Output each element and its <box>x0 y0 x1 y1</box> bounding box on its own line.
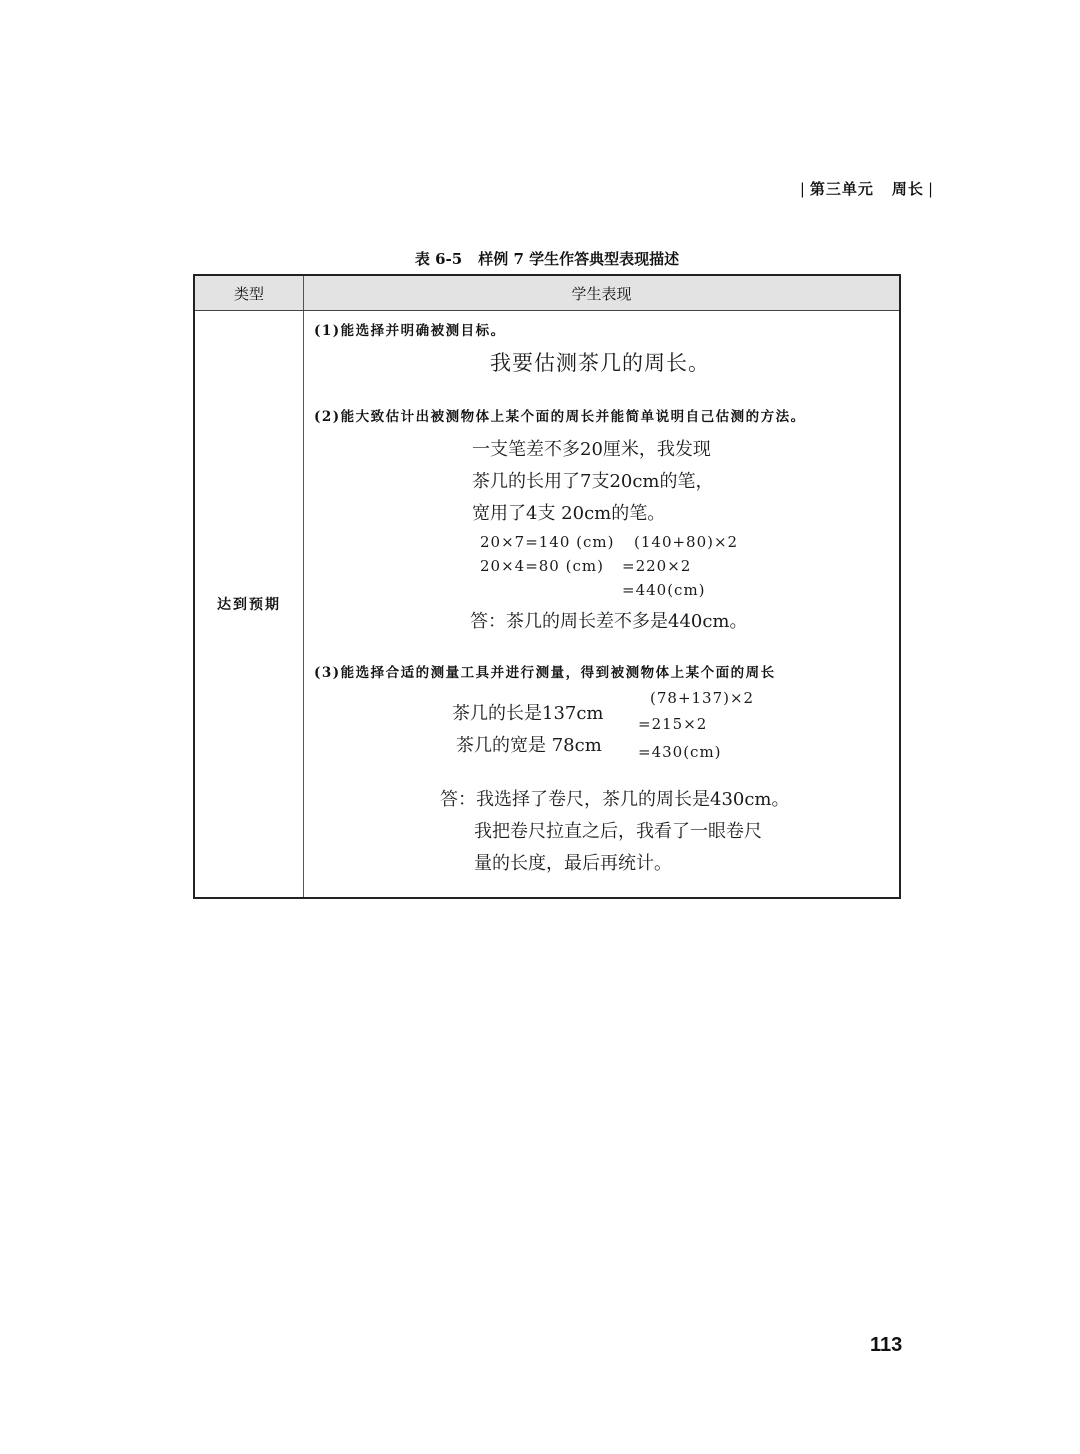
handwritten-calc: 20×4=80 (cm) <box>480 557 604 575</box>
table-title: 样例 7 学生作答典型表现描述 <box>478 250 680 268</box>
handwritten-line: 一支笔差不多20厘米，我发现 <box>472 439 711 460</box>
handwritten-calc: (78+137)×2 <box>650 689 755 707</box>
criterion-1-label: (1)能选择并明确被测目标。 <box>314 323 506 339</box>
handwritten-line: 茶几的宽是 78cm <box>456 735 602 756</box>
handwritten-calc: =215×2 <box>638 715 708 733</box>
header-topic: 周长 <box>891 180 924 198</box>
header-unit: 第三单元 <box>809 180 874 198</box>
handwritten-calc: (140+80)×2 <box>634 533 739 551</box>
handwritten-calc: =430(cm) <box>638 743 722 761</box>
running-header <box>796 178 938 199</box>
header-divider: | <box>927 180 934 198</box>
performance-table <box>193 274 901 899</box>
handwritten-conclusion: 我把卷尺拉直之后，我看了一眼卷尺 <box>474 821 762 842</box>
handwritten-conclusion: 答：茶几的周长差不多是440cm。 <box>470 611 748 632</box>
table-row <box>194 311 900 899</box>
performance-cell <box>304 311 901 899</box>
table-number: 表 6-5 <box>414 250 463 268</box>
table-header-row <box>194 275 900 311</box>
column-header-type: 类型 <box>194 275 304 311</box>
handwritten-calc: =440(cm) <box>622 581 706 599</box>
criterion-2-label: (2)能大致估计出被测物体上某个面的周长并能简单说明自己估测的方法。 <box>314 409 806 425</box>
handwritten-line: 茶几的长用了7支20cm的笔， <box>472 471 714 492</box>
handwritten-conclusion: 量的长度，最后再统计。 <box>474 853 672 874</box>
type-cell: 达到预期 <box>194 311 304 899</box>
handwritten-calc: 20×7=140 (cm) <box>480 533 615 551</box>
column-header-performance: 学生表现 <box>304 275 901 311</box>
handwritten-calc: =220×2 <box>622 557 692 575</box>
page-number: 113 <box>870 1334 903 1356</box>
handwritten-line: 茶几的长是137cm <box>452 703 604 724</box>
performance-content <box>304 311 899 897</box>
handwritten-line: 宽用了4支 20cm的笔。 <box>472 503 666 524</box>
table-caption <box>193 248 901 269</box>
header-divider: | <box>799 180 806 198</box>
handwritten-answer-1: 我要估测茶几的周长。 <box>490 351 710 375</box>
handwritten-conclusion: 答：我选择了卷尺，茶几的周长是430cm。 <box>440 789 790 810</box>
criterion-3-label: (3)能选择合适的测量工具并进行测量，得到被测物体上某个面的周长 <box>314 665 776 681</box>
